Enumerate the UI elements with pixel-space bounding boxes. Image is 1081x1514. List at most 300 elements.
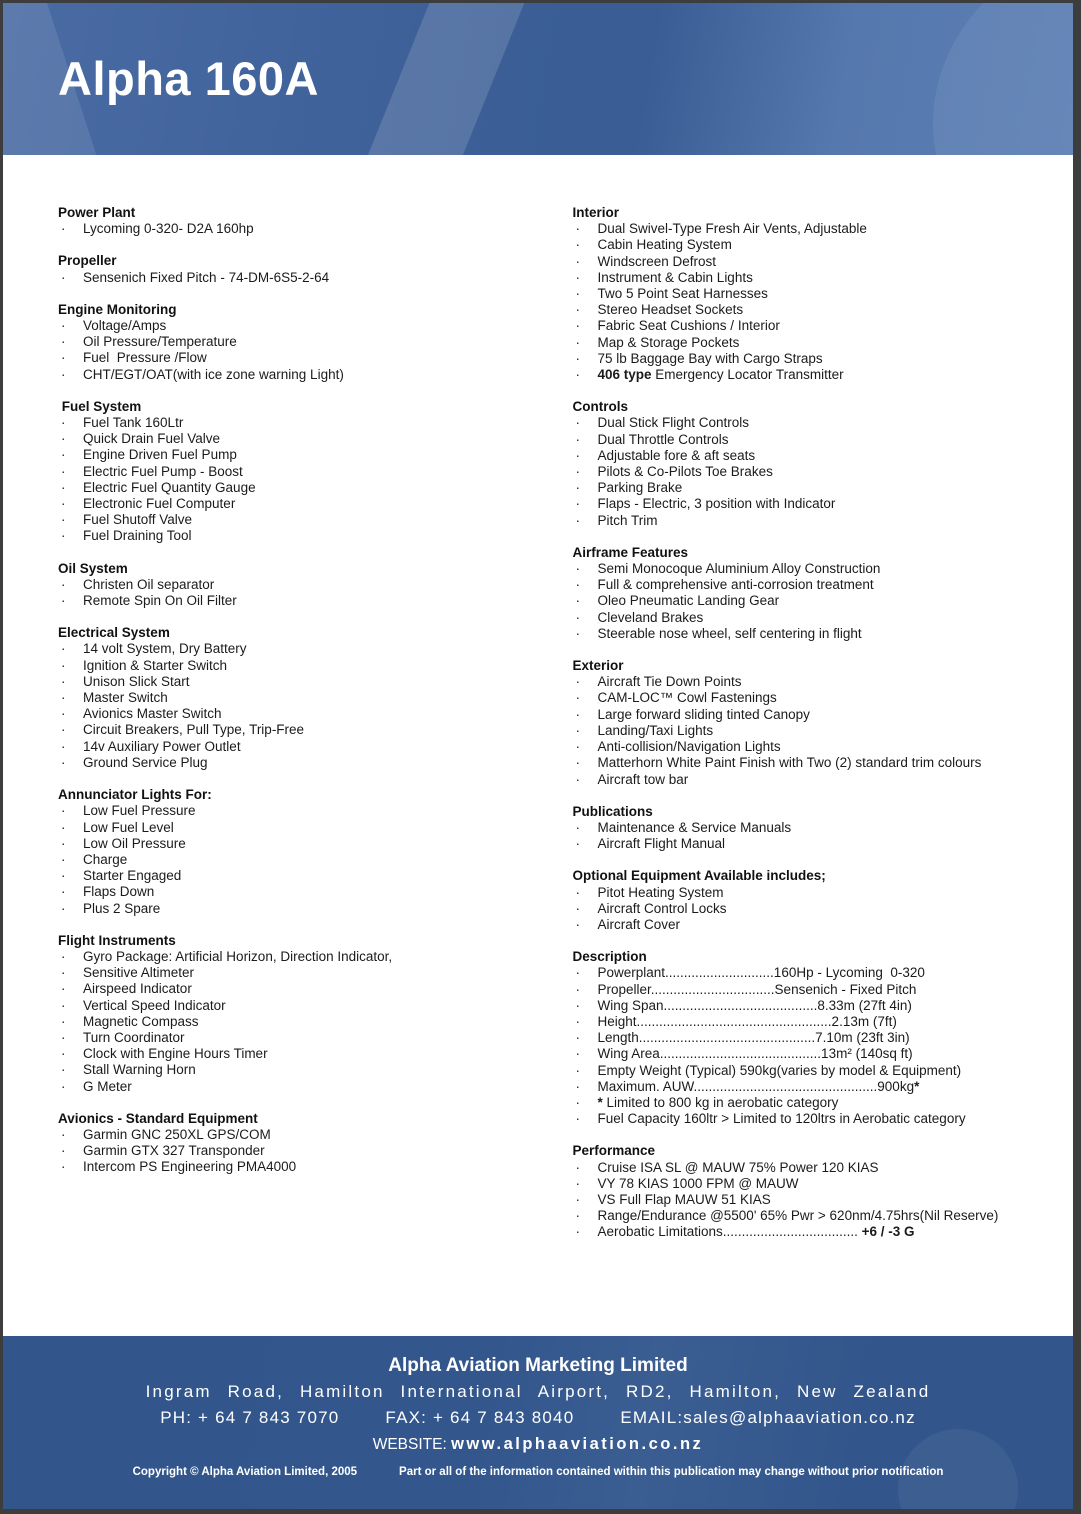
footer-email: EMAIL:sales@alphaaviation.co.nz [620,1408,916,1427]
bullet-icon: · [61,690,66,706]
spec-section [573,205,1032,383]
spec-item [573,254,1032,270]
section-heading: Interior [572,205,620,220]
bullet-icon: · [61,1062,66,1078]
bullet-icon: · [575,1208,580,1224]
spec-item-text: Height....................................................2.13m (7ft) [597,1013,897,1029]
spec-item [573,415,1032,431]
bullet-icon: · [61,1159,66,1175]
spec-item-text: Turn Coordinator [83,1029,185,1045]
spec-item-text: Range/Endurance @5500' 65% Pwr > 620nm/4.75hrs(Nil Reserve) [597,1208,999,1224]
bullet-icon: · [575,496,580,512]
section-heading: Optional Equipment Available includes; [572,868,826,884]
bullet-icon: · [575,286,580,302]
spec-item-text: Instrument & Cabin Lights [597,269,753,285]
bullet-icon: · [575,221,580,237]
spec-item-text: Vertical Speed Indicator [83,997,226,1013]
spec-section [58,625,517,771]
spec-item-text: Cruise ISA SL @ MAUW 75% Power 120 KIAS [597,1159,879,1175]
bullet-icon: · [575,431,580,447]
spec-item [573,513,1032,529]
spec-item-text: Flaps Down [83,884,155,900]
spec-item-text: G Meter [83,1078,132,1094]
bullet-icon: · [61,722,66,738]
spec-section [58,561,517,610]
spec-item-text: Powerplant.............................160Hp - Lycoming 0-320 [597,965,925,981]
bullet-icon: · [575,900,580,916]
spec-item-text: Dual Throttle Controls [597,431,729,447]
bullet-icon: · [575,1224,580,1240]
bullet-icon: · [61,1143,66,1159]
spec-item [573,480,1032,496]
spec-item [573,1176,1032,1192]
spec-item [573,1046,1032,1062]
spec-item [58,1014,517,1030]
spec-item [573,464,1032,480]
spec-item-text: Airspeed Indicator [83,981,192,997]
bullet-icon: · [575,706,580,722]
spec-item [573,1079,1032,1095]
bullet-icon: · [61,334,66,350]
spec-item-text: CAM-LOC™ Cowl Fastenings [597,690,777,706]
spec-item [573,496,1032,512]
bullet-icon: · [575,1191,580,1207]
spec-item [573,593,1032,609]
spec-item-text: Fuel Capacity 160ltr > Limited to 120ltrs in Aerobatic category [597,1111,966,1127]
spec-item [573,1030,1032,1046]
bullet-icon: · [61,657,66,673]
bullet-icon: · [61,366,66,382]
bullet-icon: · [575,480,580,496]
spec-section [573,868,1032,933]
bullet-icon: · [575,771,580,787]
bullet-icon: · [61,900,66,916]
spec-item [573,1160,1032,1176]
spec-item-text: Propeller.................................Sensenich - Fixed Pitch [597,981,917,997]
spec-item-text: Christen Oil separator [83,576,215,592]
footer-address: Ingram Road, Hamilton International Airport, RD2, Hamilton, New Zealand [145,1382,931,1401]
spec-item [573,901,1032,917]
spec-item [58,1030,517,1046]
spec-item-text: Remote Spin On Oil Filter [83,593,237,609]
spec-item-text: Anti-collision/Navigation Lights [597,739,781,755]
spec-item [573,755,1032,771]
section-heading: Power Plant [58,205,136,220]
spec-item-text: Maximum. AUW.................................................900kg* [597,1078,920,1094]
spec-item-text: Aircraft Flight Manual [597,836,726,852]
spec-item [573,965,1032,981]
bullet-icon: · [575,237,580,253]
spec-item [58,949,517,965]
spec-item-text: Electric Fuel Pump - Boost [83,463,243,479]
spec-item-text: * Limited to 800 kg in aerobatic category [597,1094,839,1110]
page-title: Alpha 160A [58,52,319,105]
page-footer [3,1336,1073,1509]
spec-item-text: Lycoming 0-320- D2A 160hp [83,221,254,237]
spec-item [58,221,517,237]
spec-section [58,399,517,545]
spec-item [58,739,517,755]
bullet-icon: · [575,350,580,366]
spec-item [573,302,1032,318]
spec-item [58,367,517,383]
section-heading: Electrical System [58,625,170,641]
footer-phone: PH: + 64 7 843 7070 [160,1408,340,1427]
spec-item-text: 14 volt System, Dry Battery [83,641,247,657]
bullet-icon: · [575,1030,580,1046]
bullet-icon: · [61,593,66,609]
spec-item [58,901,517,917]
spec-item [58,1127,517,1143]
banner-swath-decoration [933,3,1073,155]
page-header [3,3,1073,155]
bullet-icon: · [575,464,580,480]
bullet-icon: · [61,269,66,285]
bullet-icon: · [575,1046,580,1062]
bullet-icon: · [61,738,66,754]
bullet-icon: · [61,318,66,334]
bullet-icon: · [61,479,66,495]
spec-item [58,998,517,1014]
bullet-icon: · [61,981,66,997]
spec-item [58,350,517,366]
spec-item-text: Maintenance & Service Manuals [597,819,792,835]
spec-item-text: Matterhorn White Paint Finish with Two (2) standard trim colours [597,755,982,771]
spec-item [573,1063,1032,1079]
spec-item-text: Windscreen Defrost [597,253,717,269]
spec-item [58,415,517,431]
spec-section [58,787,517,917]
bullet-icon: · [575,755,580,771]
spec-item-text: Cleveland Brakes [597,609,704,625]
bullet-icon: · [61,997,66,1013]
footer-legal-row [3,1466,1073,1478]
section-heading: Flight Instruments [58,932,176,948]
bullet-icon: · [575,690,580,706]
spec-item-text: Sensitive Altimeter [83,965,195,981]
spec-item [573,237,1032,253]
section-heading: Engine Monitoring [58,301,177,317]
section-heading: Oil System [58,560,128,576]
spec-item-text: Empty Weight (Typical) 590kg(varies by model & Equipment) [597,1062,962,1078]
bullet-icon: · [575,981,580,997]
spec-item-text: Quick Drain Fuel Valve [83,431,221,447]
bullet-icon: · [575,593,580,609]
bullet-icon: · [575,1062,580,1078]
bullet-icon: · [575,625,580,641]
spec-item-text: Oleo Pneumatic Landing Gear [597,593,780,609]
spec-item-text: Aircraft Cover [597,916,681,932]
spec-section [573,949,1032,1127]
bullet-icon: · [575,1159,580,1175]
spec-section [58,253,517,285]
bullet-icon: · [575,302,580,318]
bullet-icon: · [575,367,580,383]
spec-item-text: Magnetic Compass [83,1013,199,1029]
spec-item-text: Dual Stick Flight Controls [597,415,750,431]
bullet-icon: · [61,1029,66,1045]
spec-item-text: Oil Pressure/Temperature [83,334,237,350]
spec-item [573,674,1032,690]
bullet-icon: · [61,528,66,544]
footer-contact-row [3,1405,1073,1431]
spec-item [58,658,517,674]
spec-item [58,334,517,350]
bullet-icon: · [61,851,66,867]
spec-item [573,432,1032,448]
spec-item-text: Cabin Heating System [597,237,732,253]
spec-item [573,1095,1032,1111]
bullet-icon: · [575,739,580,755]
bullet-icon: · [61,868,66,884]
spec-item-text: Large forward sliding tinted Canopy [597,706,810,722]
footer-copyright: Copyright © Alpha Aviation Limited, 2005 [132,1466,358,1478]
bullet-icon: · [575,1013,580,1029]
spec-item-text: Fabric Seat Cushions / Interior [597,318,780,334]
spec-item-text: Pilots & Co-Pilots Toe Brakes [597,464,773,480]
bullet-icon: · [61,431,66,447]
spec-item [573,836,1032,852]
spec-item-text: Garmin GTX 327 Transponder [83,1143,265,1159]
bullet-icon: · [575,674,580,690]
spec-item [573,448,1032,464]
spec-item [58,965,517,981]
bullet-icon: · [575,1175,580,1191]
spec-item [573,885,1032,901]
footer-disclaimer: Part or all of the information contained within this publication may change without prior notification [399,1466,944,1478]
spec-item [58,674,517,690]
spec-item [58,512,517,528]
spec-item [58,464,517,480]
bullet-icon: · [575,884,580,900]
spec-item-text: Intercom PS Engineering PMA4000 [83,1159,297,1175]
spec-item [573,626,1032,642]
bullet-icon: · [61,350,66,366]
spec-item-text: Fuel Pressure /Flow [83,350,207,366]
section-heading: Annunciator Lights For: [58,787,212,803]
spec-section [58,205,517,237]
spec-item-text: 14v Auxiliary Power Outlet [83,738,241,754]
footer-website-label: WEBSITE: [372,1436,447,1453]
spec-item [573,318,1032,334]
spec-item-text: Two 5 Point Seat Harnesses [597,286,768,302]
spec-section [58,1111,517,1176]
footer-company-name: Alpha Aviation Marketing Limited [388,1355,688,1376]
spec-item-text: Length...............................................7.10m (23ft 3in) [597,1030,910,1046]
spec-item-text: Unison Slick Start [83,673,190,689]
spec-item-text: Ignition & Starter Switch [83,657,228,673]
spec-item-text: Circuit Breakers, Pull Type, Trip-Free [83,722,305,738]
spec-item [573,367,1032,383]
spec-item [58,852,517,868]
spec-item [573,723,1032,739]
spec-item [58,577,517,593]
spec-item-text: 75 lb Baggage Bay with Cargo Straps [597,350,823,366]
spec-item-text: Engine Driven Fuel Pump [83,447,237,463]
spec-item [58,270,517,286]
footer-website-row [3,1431,1073,1458]
spec-item [58,1079,517,1095]
spec-item-text: Pitot Heating System [597,884,724,900]
section-heading: Performance [572,1143,656,1159]
section-heading: Publications [572,803,653,819]
spec-item [58,820,517,836]
bullet-icon: · [575,269,580,285]
spec-item [58,1143,517,1159]
bullet-icon: · [61,803,66,819]
section-heading: Fuel System [58,398,142,414]
bullet-icon: · [61,673,66,689]
spec-item-text: Voltage/Amps [83,318,167,334]
spec-item-text: Electric Fuel Quantity Gauge [83,479,256,495]
spec-item-text: 406 type Emergency Locator Transmitter [597,367,844,383]
spec-item-text: Ground Service Plug [83,754,208,770]
spec-item-text: Garmin GNC 250XL GPS/COM [83,1126,271,1142]
bullet-icon: · [575,415,580,431]
spec-item-text: Electronic Fuel Computer [83,496,236,512]
spec-item [58,755,517,771]
spec-item [58,318,517,334]
spec-item [573,351,1032,367]
spec-item [58,641,517,657]
spec-item [573,982,1032,998]
bullet-icon: · [575,512,580,528]
spec-item-text: Clock with Engine Hours Timer [83,1046,268,1062]
spec-item-text: Aircraft Tie Down Points [597,674,742,690]
spec-item [573,1014,1032,1030]
spec-item [58,803,517,819]
spec-item [573,221,1032,237]
spec-item-text: Wing Area...........................................13m² (140sq ft) [597,1046,913,1062]
spec-item-text: Landing/Taxi Lights [597,722,714,738]
section-heading: Propeller [58,253,117,269]
bullet-icon: · [61,948,66,964]
bullet-icon: · [575,722,580,738]
spec-item-text: Parking Brake [597,480,683,496]
spec-item-text: VY 78 KIAS 1000 FPM @ MAUW [597,1175,799,1191]
spec-item-text: Semi Monocoque Aluminium Alloy Construction [597,561,881,577]
bullet-icon: · [575,819,580,835]
bullet-icon: · [575,997,580,1013]
spec-item [573,335,1032,351]
section-heading: Airframe Features [572,544,689,560]
bullet-icon: · [61,1013,66,1029]
spec-item-text: Full & comprehensive anti-corrosion treatment [597,577,874,593]
spec-item-text: Adjustable fore & aft seats [597,447,756,463]
spec-item-text: Fuel Shutoff Valve [83,512,193,528]
spec-item-text: Gyro Package: Artificial Horizon, Direction Indicator, [83,948,393,964]
spec-item [58,1159,517,1175]
spec-item-text: Plus 2 Spare [83,900,161,916]
spec-item-text: Stereo Headset Sockets [597,302,744,318]
bullet-icon: · [575,1111,580,1127]
bullet-icon: · [575,609,580,625]
bullet-icon: · [61,641,66,657]
spec-item-text: Fuel Draining Tool [83,528,192,544]
spec-item [573,561,1032,577]
spec-item [58,884,517,900]
bullet-icon: · [575,253,580,269]
banner-swath-decoration [340,3,540,155]
spec-item-text: CHT/EGT/OAT(with ice zone warning Light) [83,366,344,382]
spec-item [573,820,1032,836]
spec-item [58,706,517,722]
spec-item-text: VS Full Flap MAUW 51 KIAS [597,1191,771,1207]
bullet-icon: · [61,576,66,592]
section-heading: Avionics - Standard Equipment [58,1110,258,1126]
spec-item [58,447,517,463]
spec-item [58,431,517,447]
spec-item [573,286,1032,302]
spec-section [573,1143,1032,1240]
spec-section [573,658,1032,788]
bullet-icon: · [575,836,580,852]
footer-fax: FAX: + 64 7 843 8040 [385,1408,575,1427]
bullet-icon: · [575,561,580,577]
spec-item-text: Wing Span.........................................8.33m (27ft 4in) [597,997,912,1013]
spec-item-text: Master Switch [83,690,168,706]
spec-item-text: Avionics Master Switch [83,706,222,722]
bullet-icon: · [61,496,66,512]
bullet-icon: · [61,884,66,900]
spec-section [573,399,1032,529]
spec-item [573,270,1032,286]
section-heading: Description [572,949,647,965]
spec-item-text: Stall Warning Horn [83,1062,196,1078]
bullet-icon: · [575,334,580,350]
bullet-icon: · [61,447,66,463]
spec-item [58,496,517,512]
spec-section [573,545,1032,642]
spec-item [573,707,1032,723]
spec-item [573,998,1032,1014]
spec-item-text: Aerobatic Limitations.................................... +6 / -3 G [597,1224,915,1240]
spec-item [573,610,1032,626]
bullet-icon: · [575,577,580,593]
bullet-icon: · [61,754,66,770]
spec-item-text: Starter Engaged [83,868,182,884]
section-heading: Exterior [572,658,624,674]
bullet-icon: · [575,318,580,334]
spec-item [58,1062,517,1078]
bullet-icon: · [61,1078,66,1094]
bullet-icon: · [61,221,66,237]
bullet-icon: · [61,512,66,528]
bullet-icon: · [61,1046,66,1062]
spec-item-text: Sensenich Fixed Pitch - 74-DM-6S5-2-64 [83,269,330,285]
spec-item-text: Dual Swivel-Type Fresh Air Vents, Adjustable [597,221,867,237]
spec-item [573,917,1032,933]
right-column [573,205,1032,1241]
spec-item [573,690,1032,706]
spec-columns [3,155,1073,1241]
spec-item [573,772,1032,788]
spec-item [58,528,517,544]
spec-item-text: Aircraft tow bar [597,771,689,787]
spec-item [58,690,517,706]
spec-item [573,1192,1032,1208]
footer-website-url: www.alphaaviation.co.nz [451,1435,704,1453]
spec-item [573,739,1032,755]
spec-item [58,722,517,738]
bullet-icon: · [575,916,580,932]
bullet-icon: · [575,447,580,463]
spec-item [58,981,517,997]
bullet-icon: · [61,415,66,431]
bullet-icon: · [61,835,66,851]
spec-item [58,868,517,884]
bullet-icon: · [61,1126,66,1142]
